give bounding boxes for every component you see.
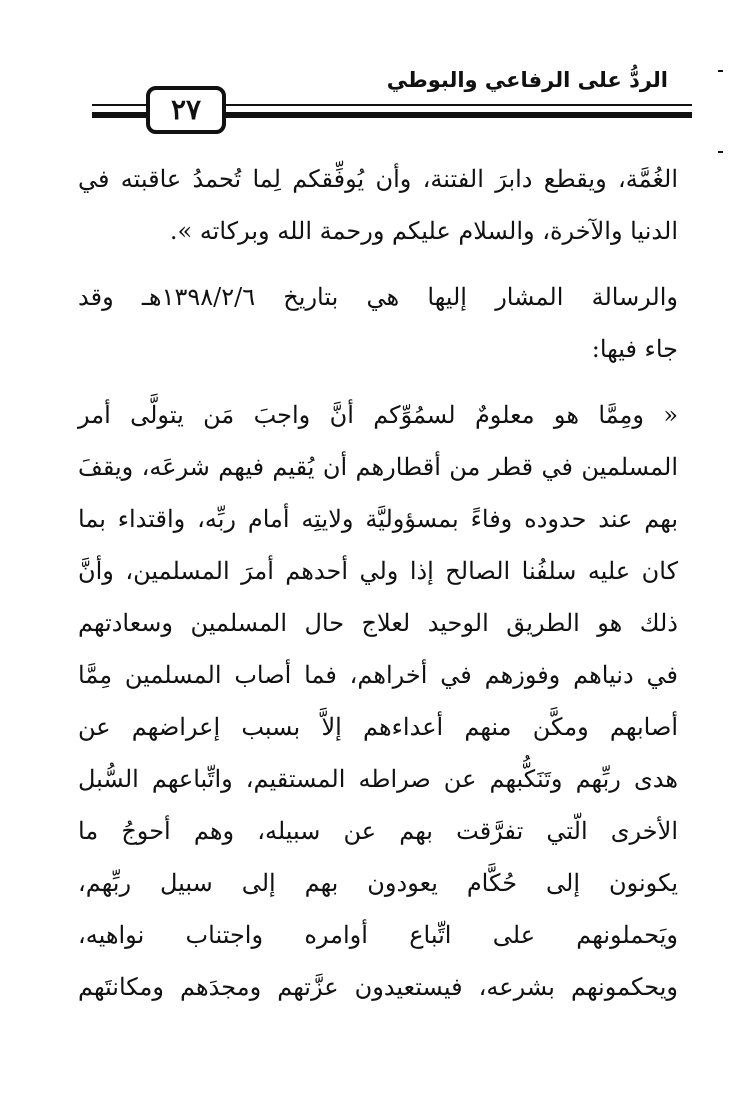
text-line: هدى ربِّهم وتَنَكُّبهم عن صراطه المستقيم، واتِّباعهم السُّبل [78, 765, 678, 793]
margin-mark [718, 70, 723, 72]
margin-mark [718, 151, 723, 153]
page-number-label: ٢٧ [170, 93, 202, 126]
text-line: في دنياهم وفوزهم في أخراهم، فما أصاب المسلمين مِمَّا [78, 661, 678, 689]
text-line: ذلك هو الطريق الوحيد لعلاج حال المسلمين وسعادتهم [78, 609, 678, 637]
text-line: المسلمين في قطر من أقطارهم أن يُقيم فيهم شرعَه، ويقفَ [78, 453, 678, 481]
text-line: ويَحملونهم على اتِّباع أوامره واجتناب نواهيه، [78, 921, 678, 949]
paragraph-1 [78, 153, 678, 257]
text-line: والرسالة المشار إليها هي بتاريخ ١٣٩٨/٢/٦هـ وقد [78, 283, 678, 311]
paragraph-2 [78, 271, 678, 375]
text-line: جاء فيها: [591, 335, 678, 363]
text-line: الغُمَّة، ويقطع دابرَ الفتنة، وأن يُوفِّقكم لِما تُحمدُ عاقبته في [78, 165, 678, 193]
text-line: « ومِمَّا هو معلومٌ لسمُوِّكم أنَّ واجبَ مَن يتولَّى أمر [78, 401, 678, 429]
text-line: أصابهم ومكَّن منهم أعداءهم إلاَّ بسبب إعراضهم عن [78, 713, 678, 741]
text-line: بهم عند حدوده وفاءً بمسؤوليَّة ولايتِه أمام ربِّه، واقتداء بما [78, 505, 678, 533]
text-line: الأخرى الّتي تفرَّقت بهم عن سبيله، وهم أحوجُ ما [78, 817, 678, 845]
page-number [146, 86, 226, 134]
text-line: كان عليه سلفُنا الصالح إذا ولي أحدهم أمرَ المسلمين، وأنَّ [78, 557, 678, 585]
running-header-title: الردُّ على الرفاعي والبوطي [386, 68, 668, 92]
text-line: ويحكمونهم بشرعه، فيستعيدون عزَّتهم ومجدَهم ومكانتَهم [78, 973, 678, 1001]
text-line: الدنيا والآخرة، والسلام عليكم ورحمة الله وبركاته ». [169, 217, 678, 245]
text-line: يكونون إلى حُكَّام يعودون بهم إلى سبيل ربِّهم، [78, 869, 678, 897]
paragraph-3-quote [78, 389, 678, 1013]
